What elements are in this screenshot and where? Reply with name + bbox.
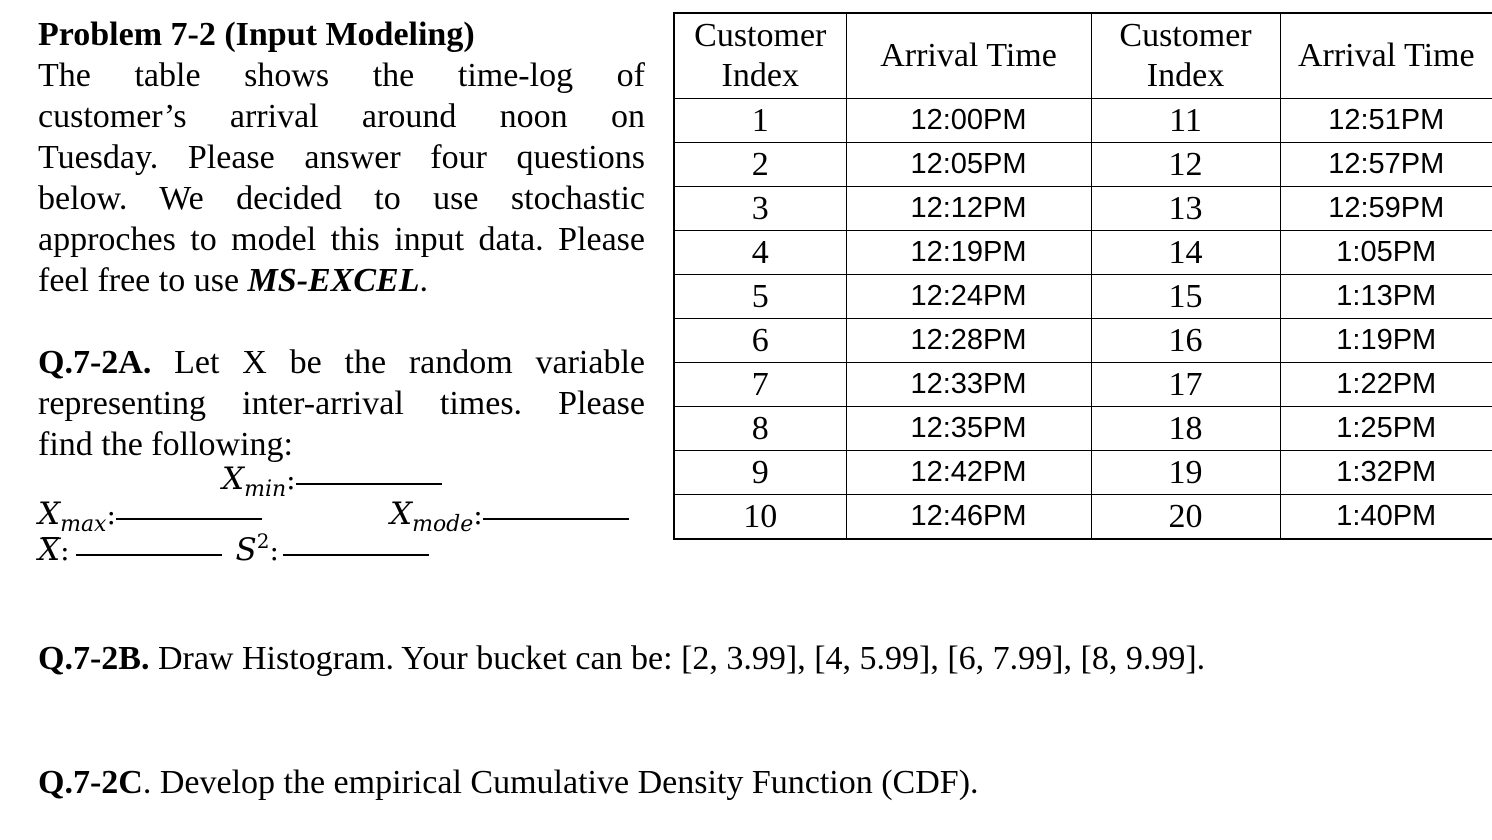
mean-answer: X: $S^2$: — [38, 529, 429, 568]
arrival-time-cell: 12:35PM — [846, 407, 1091, 451]
customer-index-cell: 14 — [1091, 231, 1280, 275]
q2a-label: Q.7-2A. — [38, 344, 152, 381]
q2a-text-1: Let X be the random variable — [151, 344, 645, 381]
q2a-line-2: representing inter-arrival times. Please — [38, 385, 645, 422]
customer-index-cell: 6 — [674, 319, 846, 363]
mean-blank[interactable] — [76, 554, 222, 556]
arrival-time-cell: 12:46PM — [846, 495, 1091, 540]
question-7-2c — [38, 764, 979, 802]
customer-index-cell: 17 — [1091, 363, 1280, 407]
customer-index-cell: 19 — [1091, 451, 1280, 495]
header-arrival-time-1: Arrival Time — [846, 13, 1091, 99]
xmax-answer: $X_{max}$: — [38, 496, 262, 537]
customer-index-cell: 13 — [1091, 187, 1280, 231]
table-row — [674, 319, 1492, 363]
arrival-time-table — [673, 12, 1492, 540]
table-row — [674, 451, 1492, 495]
table-header-row — [674, 13, 1492, 99]
intro-line-6 — [38, 260, 645, 301]
table-row — [674, 231, 1492, 275]
q2a-line-1 — [38, 342, 645, 383]
q2a-line-3: find the following: — [38, 426, 293, 463]
variance-symbol: $S^2$ — [235, 529, 270, 568]
header-customer-index-1: Customer Index — [674, 13, 846, 99]
table-row — [674, 495, 1492, 540]
intro-end: . — [419, 262, 428, 299]
intro-line-1: The table shows the time-log of — [38, 57, 645, 94]
xmax-blank[interactable] — [116, 518, 262, 520]
customer-index-cell: 1 — [674, 99, 846, 143]
answer-blanks — [38, 461, 645, 568]
table-row — [674, 99, 1492, 143]
arrival-time-cell: 1:25PM — [1280, 407, 1492, 451]
arrival-time-cell: 12:05PM — [846, 143, 1091, 187]
arrival-time-cell: 12:28PM — [846, 319, 1091, 363]
arrival-time-cell: 1:19PM — [1280, 319, 1492, 363]
intro-line-2: customer’s arrival around noon on — [38, 98, 645, 135]
xmode-symbol: $X_{mode}$ — [390, 496, 474, 537]
arrival-time-cell: 12:00PM — [846, 99, 1091, 143]
xmin-blank[interactable] — [296, 483, 442, 485]
table-row — [674, 407, 1492, 451]
customer-index-cell: 4 — [674, 231, 846, 275]
intro-line-5: approches to model this input data. Please — [38, 221, 645, 258]
customer-index-cell: 8 — [674, 407, 846, 451]
xmin-symbol: $X_{min}$ — [222, 461, 287, 502]
xmode-answer: $X_{mode}$: — [390, 496, 629, 537]
intro-line-3: Tuesday. Please answer four questions — [38, 139, 645, 176]
arrival-time-cell: 1:05PM — [1280, 231, 1492, 275]
arrival-time-cell: 12:12PM — [846, 187, 1091, 231]
variance-blank[interactable] — [283, 554, 429, 556]
arrival-time-cell: 12:19PM — [846, 231, 1091, 275]
q2c-text: . Develop the empirical Cumulative Density Function (CDF). — [142, 764, 979, 801]
arrival-time-cell: 12:42PM — [846, 451, 1091, 495]
arrival-time-cell: 1:22PM — [1280, 363, 1492, 407]
xmin-answer: $X_{min}$: — [222, 461, 442, 502]
table-row — [674, 275, 1492, 319]
intro-tail: feel free to use — [38, 262, 248, 299]
table-row — [674, 187, 1492, 231]
intro-tool: MS-EXCEL — [247, 262, 420, 299]
q2b-label: Q.7-2B. — [38, 640, 150, 677]
customer-index-cell: 7 — [674, 363, 846, 407]
customer-index-cell: 3 — [674, 187, 846, 231]
table-row — [674, 363, 1492, 407]
header-arrival-time-2: Arrival Time — [1280, 13, 1492, 99]
intro-line-4: below. We decided to use stochastic — [38, 180, 645, 217]
xmax-symbol: $X_{max}$ — [38, 496, 107, 537]
table-row — [674, 143, 1492, 187]
customer-index-cell: 16 — [1091, 319, 1280, 363]
arrival-time-cell: 12:24PM — [846, 275, 1091, 319]
arrival-time-cell: 12:33PM — [846, 363, 1091, 407]
q2b-text: Draw Histogram. Your bucket can be: [2, 3.99], [4, 5.99], [6, 7.99], [8, 9.99]. — [149, 640, 1206, 677]
customer-index-cell: 10 — [674, 495, 846, 540]
xbar-symbol: X — [38, 532, 61, 568]
customer-index-cell: 12 — [1091, 143, 1280, 187]
question-7-2b — [38, 640, 1205, 678]
table-body — [674, 99, 1492, 540]
customer-index-cell: 2 — [674, 143, 846, 187]
arrival-time-cell: 12:57PM — [1280, 143, 1492, 187]
customer-index-cell: 20 — [1091, 495, 1280, 540]
customer-index-cell: 9 — [674, 451, 846, 495]
arrival-time-cell: 12:59PM — [1280, 187, 1492, 231]
problem-text-block — [38, 14, 645, 568]
customer-index-cell: 5 — [674, 275, 846, 319]
arrival-time-cell: 1:40PM — [1280, 495, 1492, 540]
arrival-time-cell: 1:32PM — [1280, 451, 1492, 495]
arrival-time-cell: 1:13PM — [1280, 275, 1492, 319]
problem-title: Problem 7-2 (Input Modeling) — [38, 16, 475, 53]
customer-index-cell: 18 — [1091, 407, 1280, 451]
customer-index-cell: 15 — [1091, 275, 1280, 319]
xmode-blank[interactable] — [483, 518, 629, 520]
arrival-time-cell: 12:51PM — [1280, 99, 1492, 143]
header-customer-index-2: Customer Index — [1091, 13, 1280, 99]
q2c-label: Q.7-2C — [38, 764, 143, 801]
customer-index-cell: 11 — [1091, 99, 1280, 143]
